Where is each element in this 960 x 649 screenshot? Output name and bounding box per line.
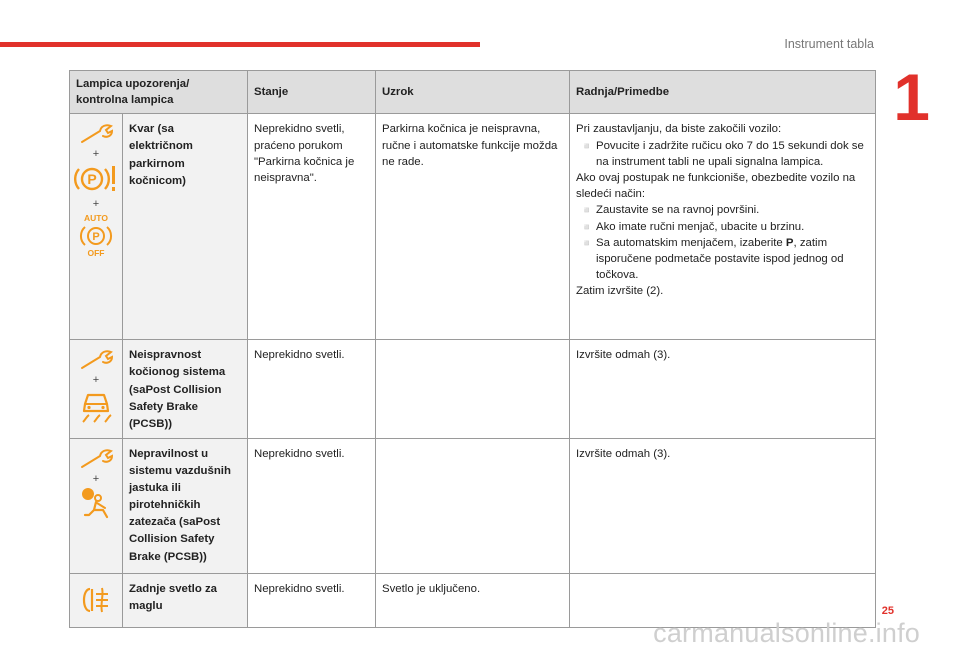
cause-cell: Svetlo je uključeno.	[376, 573, 570, 627]
auto-park-off-icon	[76, 212, 116, 258]
icon-cell	[70, 114, 123, 340]
icon-cell	[70, 573, 123, 627]
watermark: carmanualsonline.info	[653, 618, 920, 648]
column-header-state: Stanje	[248, 71, 376, 114]
state-cell: Neprekidno svetli.	[248, 340, 376, 439]
cause-cell	[376, 438, 570, 573]
action-intro: Pri zaustavljanju, da biste zakočili vozilo:	[576, 123, 782, 136]
parking-p-letter: P	[87, 171, 97, 188]
column-header-cause: Uzrok	[376, 71, 570, 114]
lamp-name: Kvar (sa električnom parkirnom kočnicom)	[123, 114, 248, 340]
action-mid: Ako ovaj postupak ne funkcioniše, obezbedite vozilo na sledeći način:	[576, 171, 856, 201]
action-bullet-post: , zatim isporučene podmetače postavite ispod jednog od točkova.	[596, 236, 844, 282]
skidding-car-icon	[77, 388, 115, 424]
table-row	[70, 438, 876, 573]
action-bullet: ◽ Zaustavite se na ravnoj površini.	[576, 202, 869, 218]
action-bullet-pre: Sa automatskim menjačem, izaberite	[596, 236, 786, 249]
wrench-icon	[78, 447, 114, 471]
state-cell: Neprekidno svetli.	[248, 438, 376, 573]
cause-cell	[376, 340, 570, 439]
page-number: 25	[881, 605, 894, 617]
action-cell	[570, 114, 876, 340]
lamp-name: Zadnje svetlo za maglu	[123, 573, 248, 627]
plus-sign: +	[92, 472, 100, 485]
plus-sign: +	[92, 374, 100, 387]
parking-brake-warning-icon	[74, 162, 118, 196]
action-bullet: ◽ Povucite i zadržite ručicu oko 7 do 15 sekundi dok se na instrument tabli ne upali signalna lampica.	[576, 138, 869, 170]
table-header-row	[70, 71, 876, 114]
column-header-action: Radnja/Primedbe	[570, 71, 876, 114]
action-cell: Izvršite odmah (3).	[570, 438, 876, 573]
wrench-icon	[78, 122, 114, 146]
rear-fog-light-icon	[78, 586, 114, 614]
lamp-name: Neispravnost kočionog sistema (saPost Collision Safety Brake (PCSB))	[123, 340, 248, 439]
table-row	[70, 114, 876, 340]
chapter-number: 1	[893, 60, 930, 134]
icon-cell	[70, 340, 123, 439]
action-bullet: ◽ Ako imate ručni menjač, ubacite u brzinu.	[576, 219, 869, 235]
airbag-icon	[79, 487, 113, 519]
column-header-lamp: Lampica upozorenja/ kontrolna lampica	[70, 71, 248, 114]
off-label: OFF	[87, 248, 105, 259]
table-row	[70, 340, 876, 439]
auto-label: AUTO	[84, 213, 108, 224]
icon-cell	[70, 438, 123, 573]
wrench-icon	[78, 348, 114, 372]
action-outro: Zatim izvršite (2).	[576, 285, 664, 298]
warning-lights-table	[69, 70, 876, 628]
action-bullet	[576, 235, 869, 284]
plus-sign: +	[92, 148, 100, 161]
plus-sign: +	[92, 198, 100, 211]
gear-p-label: P	[785, 236, 794, 249]
action-cell: Izvršite odmah (3).	[570, 340, 876, 439]
lamp-name: Nepravilnost u sistemu vazdušnih jastuka ili pirotehničkih zatezača (saPost Collision Safety Brake (PCSB))	[123, 438, 248, 573]
cause-cell: Parkirna kočnica je neispravna, ručne i automatske funkcije možda ne rade.	[376, 114, 570, 340]
state-cell: Neprekidno svetli.	[248, 573, 376, 627]
section-title: Instrument tabla	[784, 37, 874, 51]
auto-p-letter: P	[92, 231, 100, 244]
header-accent-bar	[0, 42, 480, 47]
state-cell: Neprekidno svetli, praćeno porukom "Parkirna kočnica je neispravna".	[248, 114, 376, 340]
